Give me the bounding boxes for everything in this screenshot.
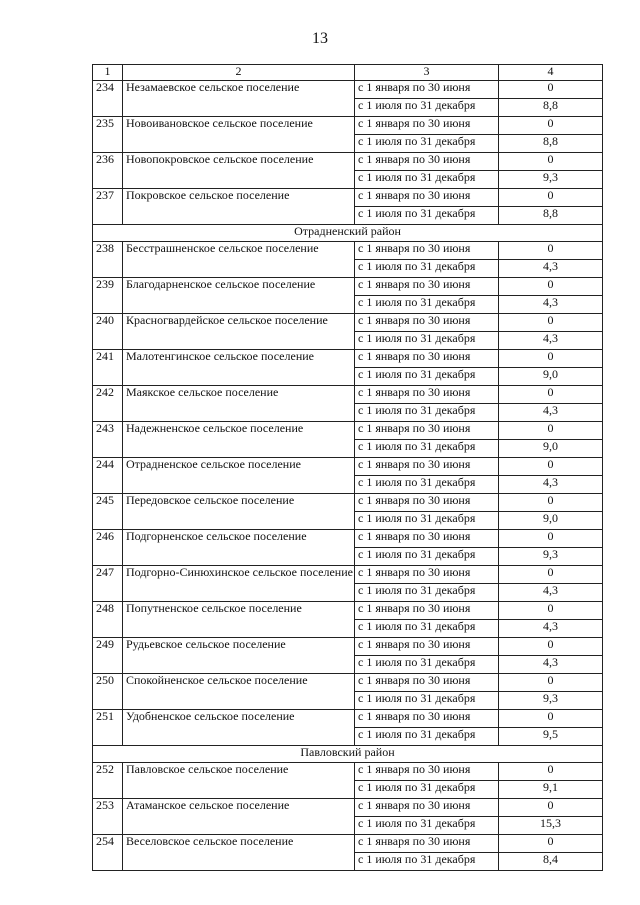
table-row <box>93 530 603 548</box>
row-number: 242 <box>93 386 123 422</box>
period-second-half: с 1 июля по 31 декабря <box>355 476 499 494</box>
settlement-name: Покровское сельское поселение <box>123 189 355 225</box>
settlement-name: Отрадненское сельское поселение <box>123 458 355 494</box>
period-second-half: с 1 июля по 31 декабря <box>355 332 499 350</box>
table-body <box>93 65 603 871</box>
period-second-half: с 1 июля по 31 декабря <box>355 512 499 530</box>
table-row <box>93 189 603 207</box>
table-row <box>93 566 603 584</box>
value-second-half: 4,3 <box>499 260 603 278</box>
row-number: 238 <box>93 242 123 278</box>
row-number: 244 <box>93 458 123 494</box>
table-row <box>93 458 603 476</box>
value-second-half: 8,4 <box>499 853 603 871</box>
value-first-half: 0 <box>499 602 603 620</box>
header-cell-3: 3 <box>355 65 499 81</box>
value-second-half: 9,0 <box>499 512 603 530</box>
value-second-half: 4,3 <box>499 584 603 602</box>
settlement-name: Спокойненское сельское поселение <box>123 674 355 710</box>
period-second-half: с 1 июля по 31 декабря <box>355 584 499 602</box>
period-first-half: с 1 января по 30 июня <box>355 799 499 817</box>
settlement-name: Новоивановское сельское поселение <box>123 117 355 153</box>
region-name: Отрадненский район <box>93 225 603 242</box>
table-row <box>93 278 603 296</box>
period-first-half: с 1 января по 30 июня <box>355 710 499 728</box>
period-first-half: с 1 января по 30 июня <box>355 350 499 368</box>
table-row <box>93 835 603 853</box>
page-number: 13 <box>312 30 328 47</box>
row-number: 243 <box>93 422 123 458</box>
row-number: 254 <box>93 835 123 871</box>
period-second-half: с 1 июля по 31 декабря <box>355 692 499 710</box>
settlement-name: Атаманское сельское поселение <box>123 799 355 835</box>
table-row <box>93 674 603 692</box>
row-number: 246 <box>93 530 123 566</box>
period-second-half: с 1 июля по 31 декабря <box>355 548 499 566</box>
settlement-name: Передовское сельское поселение <box>123 494 355 530</box>
value-second-half: 8,8 <box>499 99 603 117</box>
row-number: 236 <box>93 153 123 189</box>
row-number: 239 <box>93 278 123 314</box>
settlement-name: Подгорненское сельское поселение <box>123 530 355 566</box>
settlement-name: Надежненское сельское поселение <box>123 422 355 458</box>
value-second-half: 4,3 <box>499 656 603 674</box>
table-row <box>93 314 603 332</box>
settlement-name: Незамаевское сельское поселение <box>123 81 355 117</box>
period-first-half: с 1 января по 30 июня <box>355 81 499 99</box>
settlement-name: Подгорно-Синюхинское сельское поселение <box>123 566 355 602</box>
value-first-half: 0 <box>499 386 603 404</box>
period-second-half: с 1 июля по 31 декабря <box>355 620 499 638</box>
row-number: 234 <box>93 81 123 117</box>
row-number: 235 <box>93 117 123 153</box>
table-row <box>93 350 603 368</box>
value-second-half: 9,3 <box>499 692 603 710</box>
value-second-half: 15,3 <box>499 817 603 835</box>
value-second-half: 4,3 <box>499 476 603 494</box>
value-second-half: 9,5 <box>499 728 603 746</box>
value-first-half: 0 <box>499 835 603 853</box>
header-cell-4: 4 <box>499 65 603 81</box>
value-first-half: 0 <box>499 530 603 548</box>
period-second-half: с 1 июля по 31 декабря <box>355 781 499 799</box>
table-row <box>93 710 603 728</box>
row-number: 250 <box>93 674 123 710</box>
period-second-half: с 1 июля по 31 декабря <box>355 853 499 871</box>
period-second-half: с 1 июля по 31 декабря <box>355 207 499 225</box>
row-number: 237 <box>93 189 123 225</box>
region-header-row <box>93 225 603 242</box>
period-first-half: с 1 января по 30 июня <box>355 386 499 404</box>
period-second-half: с 1 июля по 31 декабря <box>355 656 499 674</box>
period-second-half: с 1 июля по 31 декабря <box>355 296 499 314</box>
table-row <box>93 763 603 781</box>
period-first-half: с 1 января по 30 июня <box>355 314 499 332</box>
period-second-half: с 1 июля по 31 декабря <box>355 404 499 422</box>
value-second-half: 8,8 <box>499 207 603 225</box>
period-first-half: с 1 января по 30 июня <box>355 494 499 512</box>
row-number: 241 <box>93 350 123 386</box>
period-first-half: с 1 января по 30 июня <box>355 278 499 296</box>
period-first-half: с 1 января по 30 июня <box>355 422 499 440</box>
value-first-half: 0 <box>499 710 603 728</box>
region-name: Павловский район <box>93 746 603 763</box>
settlement-name: Бесстрашненское сельское поселение <box>123 242 355 278</box>
period-second-half: с 1 июля по 31 декабря <box>355 99 499 117</box>
value-second-half: 4,3 <box>499 332 603 350</box>
period-second-half: с 1 июля по 31 декабря <box>355 260 499 278</box>
settlement-name: Удобненское сельское поселение <box>123 710 355 746</box>
period-first-half: с 1 января по 30 июня <box>355 674 499 692</box>
period-first-half: с 1 января по 30 июня <box>355 153 499 171</box>
table-row <box>93 602 603 620</box>
value-first-half: 0 <box>499 278 603 296</box>
period-first-half: с 1 января по 30 июня <box>355 763 499 781</box>
table-header-row <box>93 65 603 81</box>
value-first-half: 0 <box>499 566 603 584</box>
value-first-half: 0 <box>499 117 603 135</box>
settlement-name: Красногвардейское сельское поселение <box>123 314 355 350</box>
value-second-half: 9,0 <box>499 440 603 458</box>
period-first-half: с 1 января по 30 июня <box>355 242 499 260</box>
period-first-half: с 1 января по 30 июня <box>355 566 499 584</box>
value-first-half: 0 <box>499 799 603 817</box>
table-row <box>93 81 603 99</box>
region-header-row <box>93 746 603 763</box>
value-second-half: 9,3 <box>499 171 603 189</box>
table-row <box>93 153 603 171</box>
settlement-name: Маякское сельское поселение <box>123 386 355 422</box>
table-row <box>93 117 603 135</box>
row-number: 245 <box>93 494 123 530</box>
period-first-half: с 1 января по 30 июня <box>355 189 499 207</box>
period-first-half: с 1 января по 30 июня <box>355 530 499 548</box>
period-second-half: с 1 июля по 31 декабря <box>355 171 499 189</box>
value-first-half: 0 <box>499 81 603 99</box>
period-first-half: с 1 января по 30 июня <box>355 835 499 853</box>
value-first-half: 0 <box>499 242 603 260</box>
settlement-name: Новопокровское сельское поселение <box>123 153 355 189</box>
period-first-half: с 1 января по 30 июня <box>355 602 499 620</box>
settlement-name: Благодарненское сельское поселение <box>123 278 355 314</box>
value-second-half: 9,3 <box>499 548 603 566</box>
settlement-name: Веселовское сельское поселение <box>123 835 355 871</box>
period-first-half: с 1 января по 30 июня <box>355 117 499 135</box>
settlement-name: Павловское сельское поселение <box>123 763 355 799</box>
value-second-half: 8,8 <box>499 135 603 153</box>
table-row <box>93 242 603 260</box>
header-cell-1: 1 <box>93 65 123 81</box>
table-row <box>93 799 603 817</box>
value-second-half: 9,1 <box>499 781 603 799</box>
value-first-half: 0 <box>499 494 603 512</box>
value-second-half: 4,3 <box>499 620 603 638</box>
period-second-half: с 1 июля по 31 декабря <box>355 728 499 746</box>
row-number: 253 <box>93 799 123 835</box>
value-first-half: 0 <box>499 638 603 656</box>
row-number: 252 <box>93 763 123 799</box>
period-first-half: с 1 января по 30 июня <box>355 638 499 656</box>
settlement-name: Рудьевское сельское поселение <box>123 638 355 674</box>
tariff-table <box>92 64 603 871</box>
row-number: 247 <box>93 566 123 602</box>
value-first-half: 0 <box>499 314 603 332</box>
value-first-half: 0 <box>499 458 603 476</box>
value-first-half: 0 <box>499 763 603 781</box>
settlement-name: Малотенгинское сельское поселение <box>123 350 355 386</box>
value-first-half: 0 <box>499 674 603 692</box>
table-row <box>93 386 603 404</box>
value-first-half: 0 <box>499 350 603 368</box>
row-number: 251 <box>93 710 123 746</box>
row-number: 249 <box>93 638 123 674</box>
table-row <box>93 494 603 512</box>
period-second-half: с 1 июля по 31 декабря <box>355 817 499 835</box>
period-second-half: с 1 июля по 31 декабря <box>355 368 499 386</box>
row-number: 248 <box>93 602 123 638</box>
table-row <box>93 638 603 656</box>
value-second-half: 4,3 <box>499 404 603 422</box>
period-second-half: с 1 июля по 31 декабря <box>355 440 499 458</box>
value-first-half: 0 <box>499 422 603 440</box>
value-first-half: 0 <box>499 153 603 171</box>
header-cell-2: 2 <box>123 65 355 81</box>
table-row <box>93 422 603 440</box>
value-second-half: 4,3 <box>499 296 603 314</box>
settlement-name: Попутненское сельское поселение <box>123 602 355 638</box>
period-first-half: с 1 января по 30 июня <box>355 458 499 476</box>
period-second-half: с 1 июля по 31 декабря <box>355 135 499 153</box>
row-number: 240 <box>93 314 123 350</box>
value-second-half: 9,0 <box>499 368 603 386</box>
value-first-half: 0 <box>499 189 603 207</box>
